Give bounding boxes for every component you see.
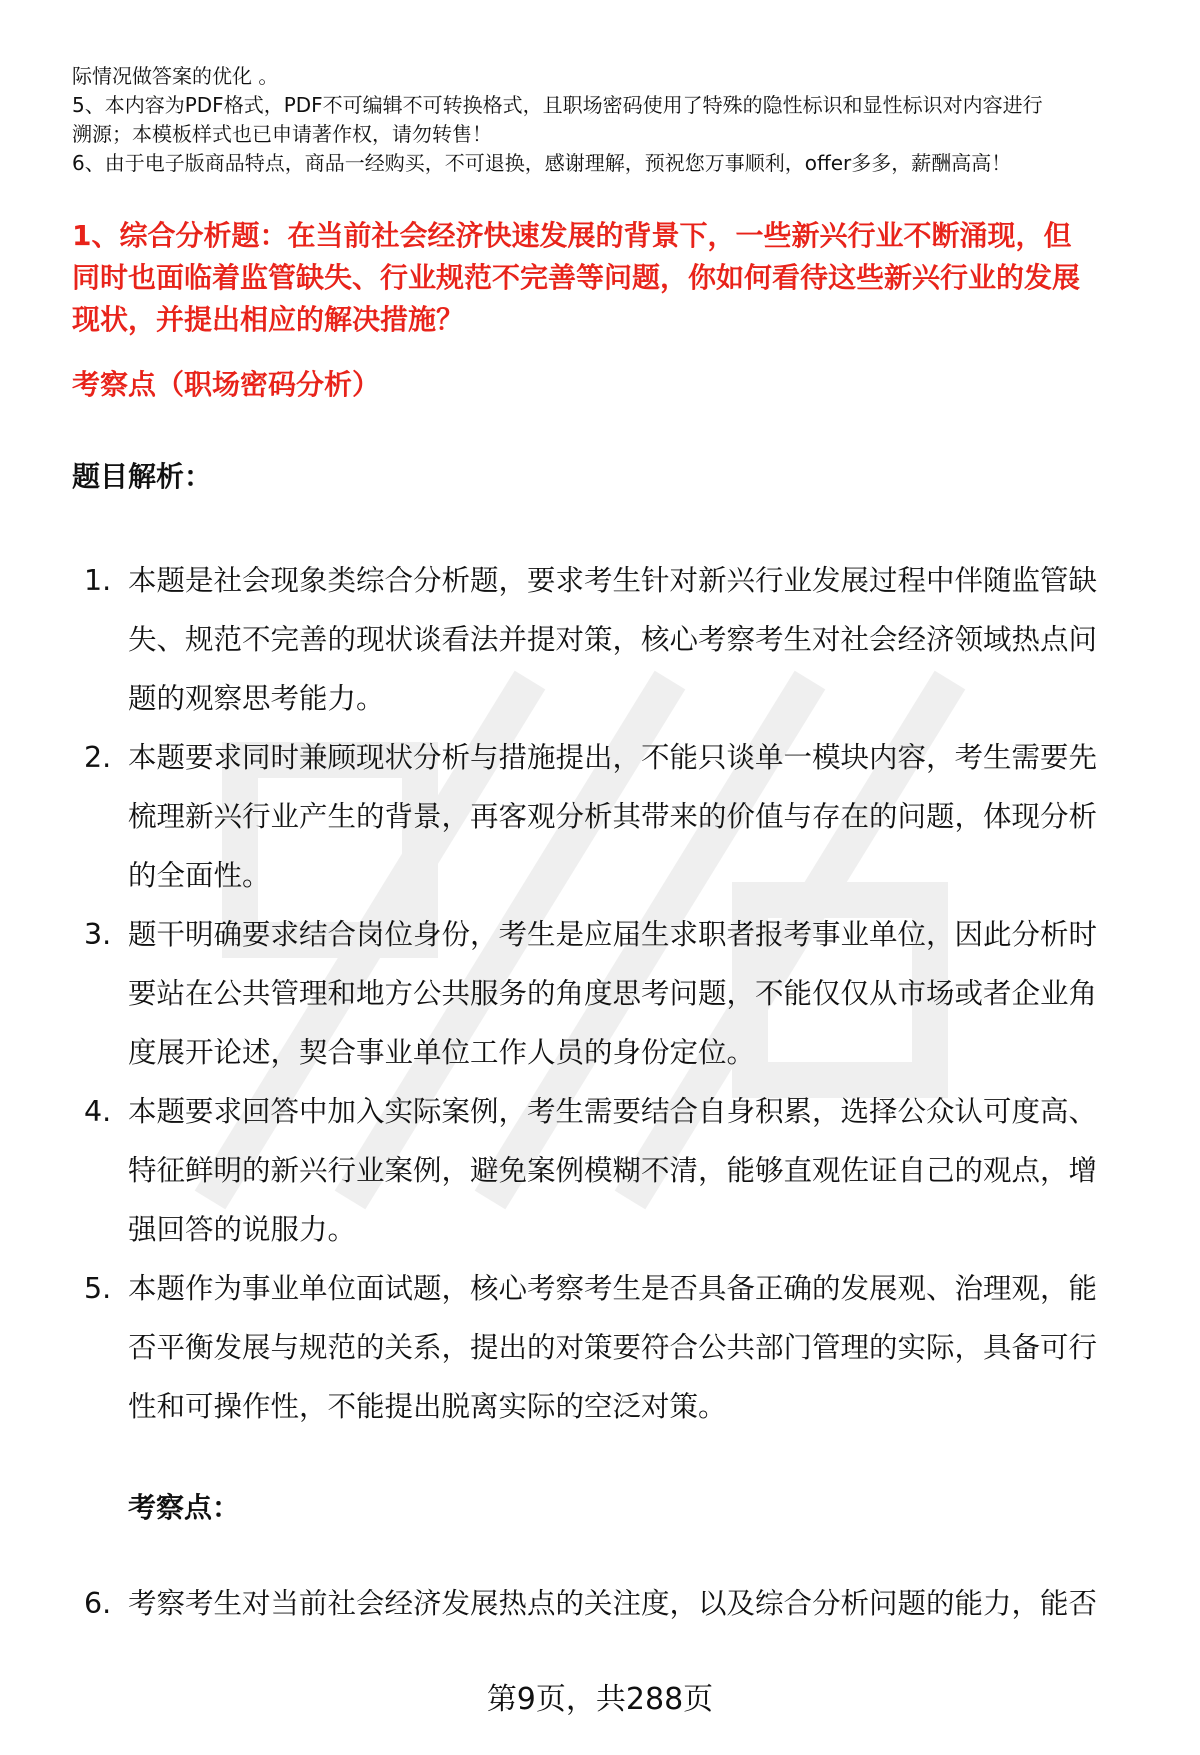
- analysis-list: [72, 551, 1162, 1436]
- page-footer: 第9页，共288页: [486, 1682, 714, 1717]
- item-line: 特征鲜明的新兴行业案例，避免案例模糊不清，能够直观佐证自己的观点，增: [128, 1154, 1098, 1187]
- intro-line: 6、由于电子版商品特点，商品一经购买，不可退换，感谢理解，预祝您万事顺利，offer多多，薪酬高高！: [72, 151, 1012, 175]
- item-line: 的全面性。: [128, 859, 271, 892]
- item-line: 性和可操作性，不能提出脱离实际的空泛对策。: [128, 1390, 727, 1423]
- list-item: [72, 905, 1162, 1082]
- question-title: [72, 215, 1158, 341]
- item-number: 4.: [84, 1095, 112, 1128]
- item-number: 6.: [84, 1587, 112, 1620]
- item-number: 2.: [84, 741, 112, 774]
- item-line: 要站在公共管理和地方公共服务的角度思考问题，不能仅仅从市场或者企业角: [128, 977, 1098, 1010]
- exam-point-list: [72, 1574, 1162, 1633]
- intro-line: 溯源；本模板样式也已申请著作权，请勿转售！: [72, 122, 492, 146]
- list-item: [72, 1574, 1162, 1633]
- question-line: 现状，并提出相应的解决措施？: [72, 303, 465, 336]
- list-item: [72, 728, 1162, 905]
- item-line: 本题要求回答中加入实际案例，考生需要结合自身积累，选择公众认可度高、: [128, 1095, 1098, 1128]
- analysis-heading: 题目解析：: [72, 460, 213, 493]
- item-line: 本题作为事业单位面试题，核心考察考生是否具备正确的发展观、治理观，能: [128, 1272, 1098, 1305]
- list-item: [72, 1259, 1162, 1436]
- question-line: 同时也面临着监管缺失、行业规范不完善等问题，你如何看待这些新兴行业的发展: [72, 261, 1081, 294]
- item-number: 1.: [84, 564, 112, 597]
- item-line: 本题是社会现象类综合分析题，要求考生针对新兴行业发展过程中伴随监管缺: [128, 564, 1098, 597]
- intro-notes: [72, 62, 1172, 178]
- item-line: 失、规范不完善的现状谈看法并提对策，核心考察考生对社会经济领域热点问: [128, 623, 1098, 656]
- item-line: 度展开论述，契合事业单位工作人员的身份定位。: [128, 1036, 756, 1069]
- item-number: 5.: [84, 1272, 112, 1305]
- item-line: 题的观察思考能力。: [128, 682, 385, 715]
- intro-line: 际情况做答案的优化 。: [72, 64, 279, 88]
- list-item: [72, 1082, 1162, 1259]
- question-line: 1、综合分析题：在当前社会经济快速发展的背景下，一些新兴行业不断涌现，但: [72, 219, 1072, 252]
- intro-line: 5、本内容为PDF格式，PDF不可编辑不可转换格式，且职场密码使用了特殊的隐性标识和显性标识对内容进行: [72, 93, 1043, 117]
- item-number: 3.: [84, 918, 112, 951]
- item-line: 本题要求同时兼顾现状分析与措施提出，不能只谈单一模块内容，考生需要先: [128, 741, 1098, 774]
- item-line: 强回答的说服力。: [128, 1213, 357, 1246]
- item-line: 否平衡发展与规范的关系，提出的对策要符合公共部门管理的实际，具备可行: [128, 1331, 1098, 1364]
- exam-point-heading: 考察点（职场密码分析）: [72, 368, 381, 401]
- list-item: [72, 551, 1162, 728]
- item-line: 梳理新兴行业产生的背景，再客观分析其带来的价值与存在的问题，体现分析: [128, 800, 1098, 833]
- item-line: 考察考生对当前社会经济发展热点的关注度，以及综合分析问题的能力，能否: [128, 1587, 1098, 1620]
- item-line: 题干明确要求结合岗位身份，考生是应届生求职者报考事业单位，因此分析时: [128, 918, 1098, 951]
- exam-point-subheading: 考察点：: [128, 1491, 241, 1524]
